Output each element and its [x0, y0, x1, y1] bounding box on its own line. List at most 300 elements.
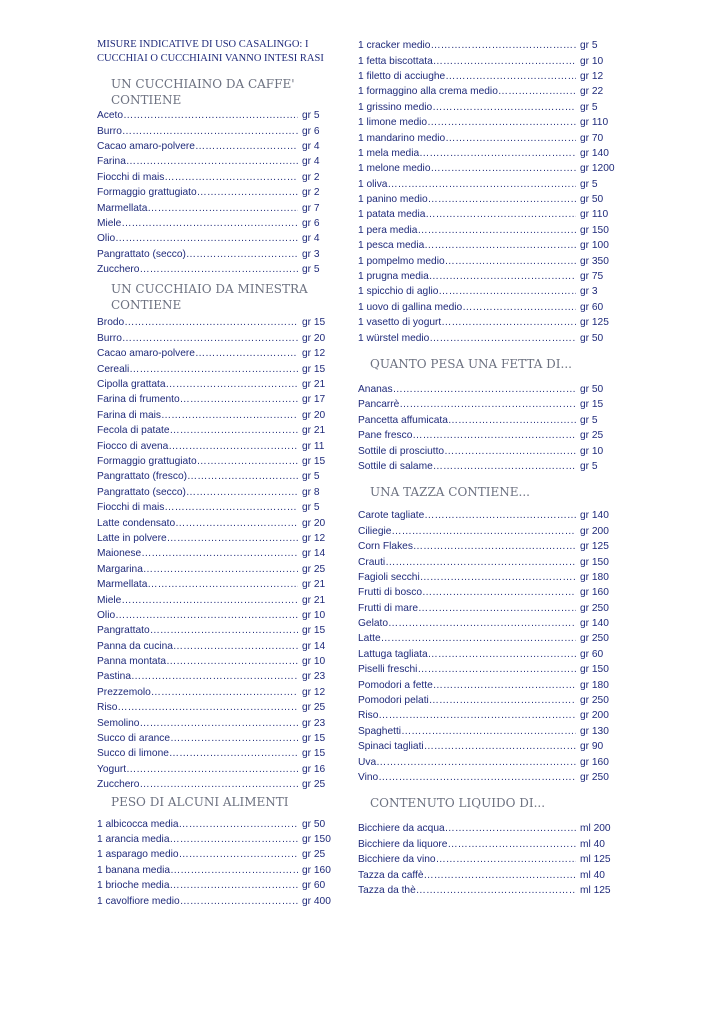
item-name: Panna da cucina ……………………………………………………………………………………………	[97, 641, 298, 652]
item-quantity: gr 15	[302, 625, 326, 637]
item-name: Uva ……………………………………………………………………………………………	[358, 757, 576, 768]
item-name: Carote tagliate ……………………………………………………………………………………………	[358, 510, 576, 521]
list-item	[358, 161, 618, 176]
right-sections	[358, 38, 618, 898]
list-item	[97, 893, 340, 908]
item-name: Zucchero ……………………………………………………………………………………………	[97, 779, 298, 790]
list-item	[97, 469, 340, 484]
item-name: 1 arancia media ……………………………………………………………………………………………	[97, 834, 298, 845]
item-name: 1 cracker medio ……………………………………………………………………………………………	[358, 40, 576, 51]
item-name: 1 spicchio di aglio ……………………………………………………………………………………………	[358, 286, 576, 297]
list-item	[358, 84, 618, 99]
item-name: 1 prugna media ……………………………………………………………………………………………	[358, 271, 576, 282]
item-name: 1 oliva ……………………………………………………………………………………………	[358, 179, 576, 190]
measure-section	[97, 794, 340, 908]
list-item	[97, 715, 340, 730]
item-name: 1 vasetto di yogurt ……………………………………………………………………………………………	[358, 317, 576, 328]
item-name: Pancetta affumicata ……………………………………………………………………………………………	[358, 415, 576, 426]
item-quantity: gr 12	[302, 686, 326, 698]
list-item	[358, 330, 618, 345]
item-quantity: gr 7	[302, 202, 320, 214]
item-name: 1 grissino medio ……………………………………………………………………………………………	[358, 102, 576, 113]
item-quantity: gr 25	[302, 702, 326, 714]
item-name: Piselli freschi ……………………………………………………………………………………………	[358, 664, 576, 675]
list-item	[97, 639, 340, 654]
item-name: Corn Flakes ……………………………………………………………………………………………	[358, 541, 576, 552]
item-quantity: gr 160	[580, 756, 609, 768]
item-name: Prezzemolo ……………………………………………………………………………………………	[97, 687, 298, 698]
measure-section	[358, 356, 618, 474]
item-name: Bicchiere da liquore ……………………………………………………………………………………………	[358, 839, 576, 850]
item-quantity: gr 20	[302, 409, 326, 421]
list-item	[97, 685, 340, 700]
measure-section	[358, 38, 618, 346]
item-quantity: gr 21	[302, 594, 326, 606]
item-quantity: gr 110	[580, 117, 609, 129]
item-quantity: gr 10	[302, 609, 326, 621]
item-quantity: gr 15	[302, 363, 326, 375]
item-name: 1 pompelmo medio ……………………………………………………………………………………………	[358, 256, 576, 267]
item-name: Pancarrè ……………………………………………………………………………………………	[358, 399, 576, 410]
item-name: 1 asparago medio ……………………………………………………………………………………………	[97, 849, 298, 860]
item-quantity: gr 90	[580, 741, 604, 753]
list-item	[97, 108, 340, 123]
list-item	[97, 577, 340, 592]
item-quantity: gr 5	[302, 110, 320, 122]
list-item	[97, 231, 340, 246]
list-item	[97, 832, 340, 847]
item-name: 1 patata media ……………………………………………………………………………………………	[358, 209, 576, 220]
item-quantity: gr 50	[580, 332, 604, 344]
list-item	[358, 837, 618, 852]
list-item	[97, 185, 340, 200]
list-item	[358, 100, 618, 115]
item-quantity: gr 150	[580, 224, 609, 236]
item-quantity: gr 10	[580, 55, 604, 67]
list-item	[97, 562, 340, 577]
item-quantity: gr 75	[580, 271, 604, 283]
list-item	[97, 762, 340, 777]
item-quantity: gr 23	[302, 671, 326, 683]
item-quantity: gr 125	[580, 541, 609, 553]
list-item	[358, 397, 618, 412]
list-item	[97, 408, 340, 423]
list-item	[97, 247, 340, 262]
item-quantity: gr 6	[302, 125, 320, 137]
item-quantity: gr 10	[580, 445, 604, 457]
item-name: Burro ……………………………………………………………………………………………	[97, 126, 298, 137]
list-item	[358, 192, 618, 207]
item-quantity: gr 350	[580, 255, 609, 267]
item-name: 1 mela media ……………………………………………………………………………………………	[358, 148, 576, 159]
item-name: Latte ……………………………………………………………………………………………	[358, 633, 576, 644]
item-quantity: gr 50	[302, 818, 326, 830]
list-item	[97, 654, 340, 669]
item-name: Succo di limone ……………………………………………………………………………………………	[97, 748, 298, 759]
list-item	[97, 863, 340, 878]
list-item	[97, 346, 340, 361]
list-item	[97, 377, 340, 392]
item-name: 1 banana media ……………………………………………………………………………………………	[97, 865, 298, 876]
item-quantity: gr 250	[580, 771, 609, 783]
item-quantity: gr 5	[302, 264, 320, 276]
item-quantity: ml 125	[580, 884, 611, 896]
item-quantity: gr 150	[302, 833, 331, 845]
item-quantity: gr 5	[580, 101, 598, 113]
item-name: Ananas ……………………………………………………………………………………………	[358, 384, 576, 395]
list-item	[358, 69, 618, 84]
item-quantity: gr 21	[302, 579, 326, 591]
item-quantity: gr 4	[302, 156, 320, 168]
item-list	[358, 382, 618, 474]
section-heading: QUANTO PESA UNA FETTA DI...	[370, 356, 572, 371]
list-item	[358, 459, 618, 474]
item-name: Zucchero ……………………………………………………………………………………………	[97, 264, 298, 275]
item-quantity: gr 5	[580, 414, 598, 426]
list-item	[358, 38, 618, 53]
item-name: Aceto ……………………………………………………………………………………………	[97, 110, 298, 121]
list-item	[358, 631, 618, 646]
item-quantity: gr 140	[580, 510, 609, 522]
list-item	[358, 662, 618, 677]
list-item	[358, 616, 618, 631]
item-name: Crauti ……………………………………………………………………………………………	[358, 557, 576, 568]
section-heading: UN CUCCHIAINO DA CAFFE' CONTIENE	[111, 77, 295, 107]
item-name: 1 fetta biscottata ……………………………………………………………………………………………	[358, 56, 576, 67]
list-item	[97, 438, 340, 453]
item-name: Fiocchi di mais ……………………………………………………………………………………………	[97, 502, 298, 513]
item-quantity: gr 60	[302, 880, 326, 892]
item-quantity: gr 200	[580, 710, 609, 722]
item-quantity: ml 200	[580, 823, 611, 835]
item-name: Brodo ……………………………………………………………………………………………	[97, 317, 298, 328]
item-quantity: gr 15	[302, 733, 326, 745]
item-quantity: gr 2	[302, 187, 320, 199]
item-name: 1 limone medio ……………………………………………………………………………………………	[358, 117, 576, 128]
item-quantity: gr 12	[302, 348, 326, 360]
item-quantity: gr 400	[302, 895, 331, 907]
list-item	[97, 500, 340, 515]
list-item	[97, 878, 340, 893]
list-item	[97, 392, 340, 407]
list-item	[358, 382, 618, 397]
list-item	[358, 284, 618, 299]
item-quantity: gr 15	[580, 399, 604, 411]
item-name: Riso ……………………………………………………………………………………………	[97, 702, 298, 713]
list-item	[358, 539, 618, 554]
section-heading: UNA TAZZA CONTIENE...	[370, 485, 530, 500]
list-item	[358, 300, 618, 315]
item-name: 1 albicocca media ……………………………………………………………………………………………	[97, 819, 298, 830]
list-item	[358, 724, 618, 739]
list-item	[358, 253, 618, 268]
list-item	[358, 269, 618, 284]
item-list	[358, 38, 618, 346]
item-quantity: gr 160	[302, 864, 331, 876]
list-item	[97, 262, 340, 277]
measure-section	[358, 484, 618, 785]
item-name: Formaggio grattugiato ……………………………………………………………………………………………	[97, 456, 298, 467]
list-item	[358, 693, 618, 708]
item-list	[97, 816, 340, 908]
item-name: Sottile di salame ……………………………………………………………………………………………	[358, 461, 576, 472]
measure-section	[97, 281, 340, 792]
list-item	[358, 554, 618, 569]
item-quantity: gr 140	[580, 147, 609, 159]
item-quantity: ml 40	[580, 838, 605, 850]
item-quantity: gr 15	[302, 748, 326, 760]
list-item	[358, 585, 618, 600]
list-item	[97, 154, 340, 169]
item-quantity: gr 150	[580, 664, 609, 676]
list-item	[358, 647, 618, 662]
item-name: Pomodori a fette ……………………………………………………………………………………………	[358, 680, 576, 691]
section-heading: PESO DI ALCUNI ALIMENTI	[111, 795, 289, 810]
item-quantity: gr 20	[302, 332, 326, 344]
item-name: Marmellata ……………………………………………………………………………………………	[97, 203, 298, 214]
item-name: Gelato ……………………………………………………………………………………………	[358, 618, 576, 629]
list-item	[97, 531, 340, 546]
item-name: Farina di frumento ……………………………………………………………………………………………	[97, 394, 298, 405]
item-name: Pomodori pelati ……………………………………………………………………………………………	[358, 695, 576, 706]
item-quantity: gr 22	[580, 86, 604, 98]
item-name: Tazza da thè ……………………………………………………………………………………………	[358, 885, 576, 896]
list-item	[97, 423, 340, 438]
item-name: Fagioli secchi ……………………………………………………………………………………………	[358, 572, 576, 583]
list-item	[358, 508, 618, 523]
item-quantity: gr 12	[580, 70, 604, 82]
list-item	[358, 708, 618, 723]
measure-section	[97, 76, 340, 277]
item-name: 1 uovo di gallina medio ……………………………………………………………………………………………	[358, 302, 576, 313]
item-name: Marmellata ……………………………………………………………………………………………	[97, 579, 298, 590]
item-name: Burro ……………………………………………………………………………………………	[97, 333, 298, 344]
list-item	[358, 315, 618, 330]
item-name: Cacao amaro-polvere ……………………………………………………………………………………………	[97, 141, 298, 152]
item-name: Succo di arance ……………………………………………………………………………………………	[97, 733, 298, 744]
item-name: Tazza da caffè ……………………………………………………………………………………………	[358, 870, 576, 881]
list-item	[97, 847, 340, 862]
item-quantity: gr 50	[580, 384, 604, 395]
list-item	[358, 524, 618, 539]
item-quantity: gr 50	[580, 194, 604, 206]
item-name: Pane fresco ……………………………………………………………………………………………	[358, 430, 576, 441]
item-name: Farina ……………………………………………………………………………………………	[97, 156, 298, 167]
item-name: Cacao amaro-polvere ……………………………………………………………………………………………	[97, 348, 298, 359]
list-item	[97, 731, 340, 746]
list-item	[358, 883, 618, 898]
item-name: Frutti di mare ……………………………………………………………………………………………	[358, 603, 576, 614]
item-name: Margarina ……………………………………………………………………………………………	[97, 564, 298, 575]
list-item	[97, 331, 340, 346]
item-quantity: gr 12	[302, 532, 326, 544]
item-quantity: gr 250	[580, 602, 609, 614]
item-name: Latte in polvere ……………………………………………………………………………………………	[97, 533, 298, 544]
item-quantity: gr 14	[302, 548, 326, 560]
list-item	[97, 700, 340, 715]
item-name: Sottile di prosciutto ……………………………………………………………………………………………	[358, 446, 576, 457]
item-name: Semolino ……………………………………………………………………………………………	[97, 718, 298, 729]
item-quantity: gr 15	[302, 317, 326, 329]
item-quantity: ml 40	[580, 869, 605, 881]
item-quantity: gr 160	[580, 587, 609, 599]
item-quantity: gr 5	[302, 502, 320, 514]
list-item	[97, 546, 340, 561]
list-item	[97, 361, 340, 376]
item-name: 1 pesca media ……………………………………………………………………………………………	[358, 240, 576, 251]
list-item	[97, 623, 340, 638]
item-quantity: gr 10	[302, 656, 326, 668]
list-item	[97, 816, 340, 831]
item-name: Latte condensato ……………………………………………………………………………………………	[97, 518, 298, 529]
item-list	[358, 508, 618, 785]
section-heading: CONTENUTO LIQUIDO DI...	[370, 796, 546, 811]
list-item	[358, 754, 618, 769]
item-name: Maionese ……………………………………………………………………………………………	[97, 548, 298, 559]
item-quantity: gr 6	[302, 217, 320, 229]
list-item	[358, 115, 618, 130]
list-item	[97, 454, 340, 469]
item-quantity: gr 23	[302, 717, 326, 729]
item-quantity: gr 4	[302, 233, 320, 245]
item-list	[358, 821, 618, 898]
item-name: 1 filetto di acciughe ……………………………………………………………………………………………	[358, 71, 576, 82]
item-name: 1 würstel medio ……………………………………………………………………………………………	[358, 333, 576, 344]
left-column	[97, 38, 340, 909]
item-quantity: gr 140	[580, 618, 609, 630]
item-name: Bicchiere da acqua ……………………………………………………………………………………………	[358, 823, 576, 834]
item-quantity: gr 21	[302, 379, 326, 391]
item-name: Cereali ……………………………………………………………………………………………	[97, 364, 298, 375]
list-item	[97, 315, 340, 330]
item-quantity: gr 70	[580, 132, 604, 144]
list-item	[97, 200, 340, 215]
item-name: Fecola di patate ……………………………………………………………………………………………	[97, 425, 298, 436]
list-item	[358, 443, 618, 458]
item-name: Yogurt ……………………………………………………………………………………………	[97, 764, 298, 775]
item-name: Riso ……………………………………………………………………………………………	[358, 710, 576, 721]
list-item	[358, 238, 618, 253]
item-name: Pangrattato (fresco) ……………………………………………………………………………………………	[97, 471, 298, 482]
list-item	[97, 746, 340, 761]
item-name: Pangrattato (secco) ……………………………………………………………………………………………	[97, 487, 298, 498]
item-name: 1 mandarino medio ……………………………………………………………………………………………	[358, 133, 576, 144]
item-quantity: gr 200	[580, 525, 609, 537]
list-item	[97, 608, 340, 623]
item-name: Miele ……………………………………………………………………………………………	[97, 595, 298, 606]
list-item	[358, 413, 618, 428]
item-quantity: gr 25	[302, 563, 326, 575]
left-sections	[97, 76, 340, 909]
item-name: 1 melone medio ……………………………………………………………………………………………	[358, 163, 576, 174]
item-name: Olio ……………………………………………………………………………………………	[97, 233, 298, 244]
item-quantity: gr 14	[302, 640, 326, 652]
item-quantity: gr 8	[302, 486, 320, 498]
list-item	[358, 177, 618, 192]
item-quantity: gr 21	[302, 425, 326, 437]
item-name: Olio ……………………………………………………………………………………………	[97, 610, 298, 621]
item-quantity: gr 3	[580, 286, 598, 298]
item-quantity: gr 20	[302, 517, 326, 529]
section-heading: UN CUCCHIAIO DA MINESTRA CONTIENE	[111, 282, 308, 313]
item-name: Spinaci tagliati ……………………………………………………………………………………………	[358, 741, 576, 752]
list-item	[97, 139, 340, 154]
item-name: Cipolla grattata ……………………………………………………………………………………………	[97, 379, 298, 390]
item-quantity: gr 5	[580, 40, 598, 52]
list-item	[358, 821, 618, 836]
list-item	[358, 570, 618, 585]
item-quantity: gr 180	[580, 571, 609, 583]
item-name: Frutti di bosco ……………………………………………………………………………………………	[358, 587, 576, 598]
list-item	[358, 146, 618, 161]
list-item	[358, 53, 618, 68]
item-name: Vino ……………………………………………………………………………………………	[358, 772, 576, 783]
item-quantity: gr 4	[302, 140, 320, 152]
item-name: Miele ……………………………………………………………………………………………	[97, 218, 298, 229]
item-quantity: gr 125	[580, 317, 609, 329]
item-quantity: gr 25	[302, 849, 326, 861]
list-item	[358, 852, 618, 867]
list-item	[358, 207, 618, 222]
item-quantity: gr 130	[580, 725, 609, 737]
item-name: 1 formaggino alla crema medio ……………………………………………………………………………………………	[358, 86, 576, 97]
list-item	[358, 601, 618, 616]
item-list	[97, 315, 340, 792]
item-name: Pastina ……………………………………………………………………………………………	[97, 671, 298, 682]
list-item	[358, 867, 618, 882]
list-item	[358, 770, 618, 785]
measure-section	[358, 795, 618, 898]
list-item	[97, 592, 340, 607]
list-item	[97, 170, 340, 185]
item-quantity: gr 17	[302, 394, 326, 406]
list-item	[358, 677, 618, 692]
item-name: Farina di mais ……………………………………………………………………………………………	[97, 410, 298, 421]
intro-text: MISURE INDICATIVE DI USO CASALINGO: I CUCCHIAI O CUCCHIAINI VANNO INTESI RASI	[97, 39, 324, 64]
item-name: 1 pera media ……………………………………………………………………………………………	[358, 225, 576, 236]
list-item	[97, 485, 340, 500]
item-name: Pangrattato ……………………………………………………………………………………………	[97, 625, 298, 636]
list-item	[358, 130, 618, 145]
item-name: 1 brioche media ……………………………………………………………………………………………	[97, 880, 298, 891]
item-name: Formaggio grattugiato ……………………………………………………………………………………………	[97, 187, 298, 198]
item-name: Spaghetti ……………………………………………………………………………………………	[358, 726, 576, 737]
item-name: Ciliegie ……………………………………………………………………………………………	[358, 526, 576, 537]
item-name: 1 cavolfiore medio ……………………………………………………………………………………………	[97, 896, 298, 907]
item-quantity: gr 2	[302, 171, 320, 183]
list-item	[97, 515, 340, 530]
right-column	[358, 38, 618, 898]
item-quantity: gr 5	[580, 460, 598, 472]
item-quantity: gr 15	[302, 456, 326, 467]
item-name: Fiocco di avena ……………………………………………………………………………………………	[97, 441, 298, 452]
item-quantity: gr 60	[580, 301, 604, 313]
item-quantity: gr 5	[580, 178, 598, 190]
item-name: Panna montata ……………………………………………………………………………………………	[97, 656, 298, 667]
list-item	[358, 739, 618, 754]
item-list	[97, 108, 340, 277]
list-item	[97, 123, 340, 138]
item-quantity: gr 25	[580, 430, 604, 442]
item-quantity: gr 3	[302, 248, 320, 260]
list-item	[97, 777, 340, 792]
item-quantity: gr 16	[302, 763, 326, 775]
item-quantity: gr 150	[580, 556, 609, 568]
item-quantity: gr 1200	[580, 163, 615, 175]
item-quantity: gr 5	[302, 471, 320, 483]
item-quantity: gr 11	[302, 440, 325, 452]
list-item	[358, 428, 618, 443]
